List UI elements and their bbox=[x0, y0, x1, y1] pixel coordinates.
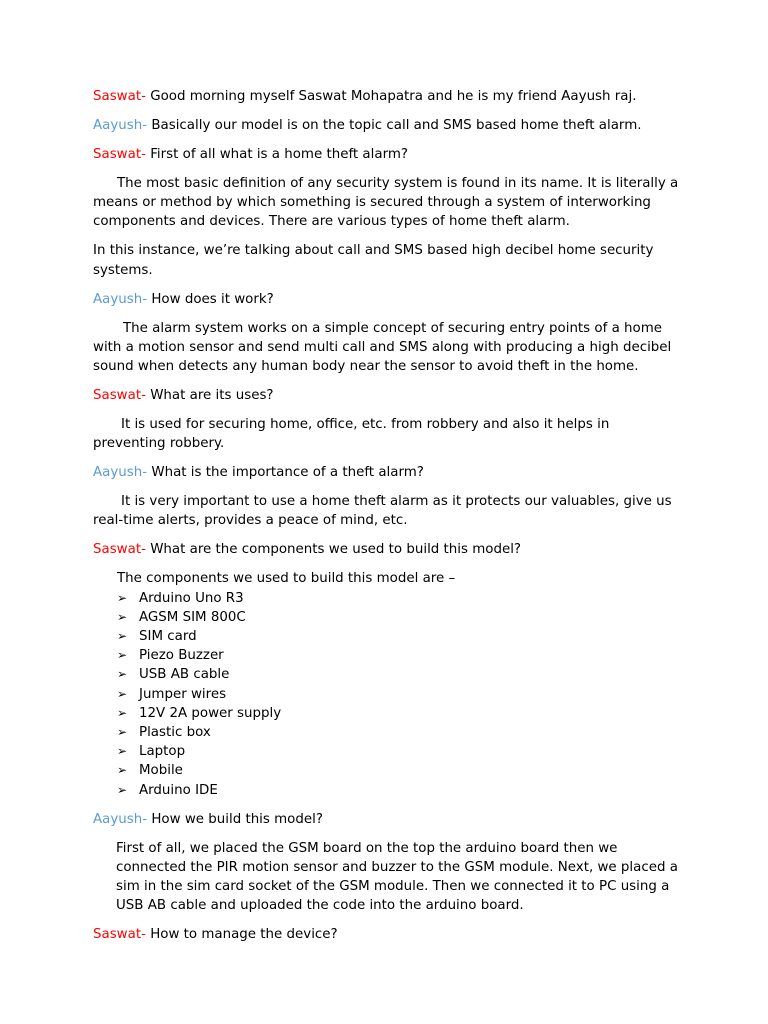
speaker-saswat: Saswat- bbox=[93, 89, 146, 104]
dialogue-line bbox=[93, 810, 683, 829]
list-item bbox=[117, 761, 683, 780]
list-item-label: SIM card bbox=[139, 629, 197, 645]
speaker-saswat: Saswat- bbox=[93, 147, 146, 162]
arrow-bullet-icon: ➢ bbox=[117, 667, 128, 682]
dialogue-line bbox=[93, 540, 683, 559]
arrow-bullet-icon: ➢ bbox=[117, 648, 128, 663]
dialogue-text: How to manage the device? bbox=[150, 927, 338, 943]
dialogue-text: What is the importance of a theft alarm? bbox=[151, 465, 424, 481]
paragraph: It is very important to use a home theft alarm as it protects our valuables, give us real-time alerts, provides a peace of mind, etc. bbox=[93, 494, 672, 529]
dialogue-text: First of all what is a home theft alarm? bbox=[150, 147, 408, 162]
list-item bbox=[117, 646, 683, 665]
list-item-label: Arduino Uno R3 bbox=[139, 590, 244, 606]
arrow-bullet-icon: ➢ bbox=[117, 686, 128, 701]
dialogue-text: Good morning myself Saswat Mohapatra and he is my friend Aayush raj. bbox=[150, 89, 637, 104]
list-item bbox=[117, 665, 683, 684]
paragraph: The most basic definition of any security system is found in its name. It is literally a means or method by which something is secured through a system of interworking components and devices. There are various types of home theft alarm. bbox=[93, 176, 679, 230]
speaker-aayush: Aayush- bbox=[93, 118, 148, 133]
components-list bbox=[93, 589, 683, 800]
dialogue-text: What are its uses? bbox=[150, 388, 274, 404]
speaker-aayush: Aayush- bbox=[93, 811, 148, 827]
list-item-label: Plastic box bbox=[139, 725, 211, 741]
dialogue-text: What are the components we used to build this model? bbox=[150, 542, 522, 558]
dialogue-line bbox=[93, 87, 683, 106]
speaker-saswat: Saswat- bbox=[93, 927, 146, 943]
paragraph: The alarm system works on a simple concept of securing entry points of a home with a motion sensor and send multi call and SMS along with producing a high decibel sound when detects any human body near the sensor to avoid theft in the home. bbox=[93, 320, 672, 375]
speaker-saswat: Saswat- bbox=[93, 542, 146, 558]
dialogue-text: How does it work? bbox=[151, 291, 274, 307]
paragraph: First of all, we placed the GSM board on the top the arduino board then we connected the PIR motion sensor and buzzer to the GSM module. Next, we placed a sim in the sim card socket of the GSM module. Then we connected it to PC using a USB AB cable and uploaded the code into the arduino board. bbox=[116, 840, 678, 914]
dialogue-line bbox=[93, 145, 683, 164]
list-item bbox=[117, 742, 683, 761]
dialogue-line bbox=[93, 116, 683, 135]
list-item-label: USB AB cable bbox=[139, 667, 230, 683]
list-item-label: Piezo Buzzer bbox=[139, 648, 224, 664]
dialogue-line bbox=[93, 925, 683, 944]
dialogue-text: How we build this model? bbox=[151, 811, 323, 827]
arrow-bullet-icon: ➢ bbox=[117, 705, 128, 720]
list-item-label: Laptop bbox=[139, 744, 186, 760]
list-item bbox=[117, 589, 683, 608]
speaker-saswat: Saswat- bbox=[93, 388, 146, 404]
dialogue-line bbox=[93, 290, 683, 309]
dialogue-line bbox=[93, 386, 683, 405]
dialogue-line bbox=[93, 463, 683, 482]
speaker-aayush: Aayush- bbox=[93, 465, 148, 481]
list-item bbox=[117, 781, 683, 800]
paragraph: The components we used to build this model are – bbox=[117, 571, 456, 587]
arrow-bullet-icon: ➢ bbox=[117, 725, 128, 740]
list-item-label: AGSM SIM 800C bbox=[139, 609, 246, 625]
list-item bbox=[117, 608, 683, 627]
arrow-bullet-icon: ➢ bbox=[117, 763, 128, 778]
arrow-bullet-icon: ➢ bbox=[117, 744, 128, 759]
document-page bbox=[93, 87, 683, 944]
paragraph: In this instance, we’re talking about call and SMS based high decibel home security systems. bbox=[93, 243, 654, 278]
list-item-label: 12V 2A power supply bbox=[139, 705, 282, 721]
list-item bbox=[117, 704, 683, 723]
dialogue-text: Basically our model is on the topic call and SMS based home theft alarm. bbox=[151, 118, 642, 133]
list-item-label: Arduino IDE bbox=[139, 782, 218, 798]
list-item-label: Jumper wires bbox=[139, 686, 227, 702]
arrow-bullet-icon: ➢ bbox=[117, 782, 128, 797]
list-item bbox=[117, 723, 683, 742]
speaker-aayush: Aayush- bbox=[93, 291, 148, 307]
list-item-label: Mobile bbox=[139, 763, 183, 779]
arrow-bullet-icon: ➢ bbox=[117, 629, 128, 644]
arrow-bullet-icon: ➢ bbox=[117, 609, 128, 624]
paragraph: It is used for securing home, office, etc. from robbery and also it helps in preventing robbery. bbox=[93, 417, 610, 452]
arrow-bullet-icon: ➢ bbox=[117, 590, 128, 605]
list-item bbox=[117, 685, 683, 704]
list-item bbox=[117, 627, 683, 646]
